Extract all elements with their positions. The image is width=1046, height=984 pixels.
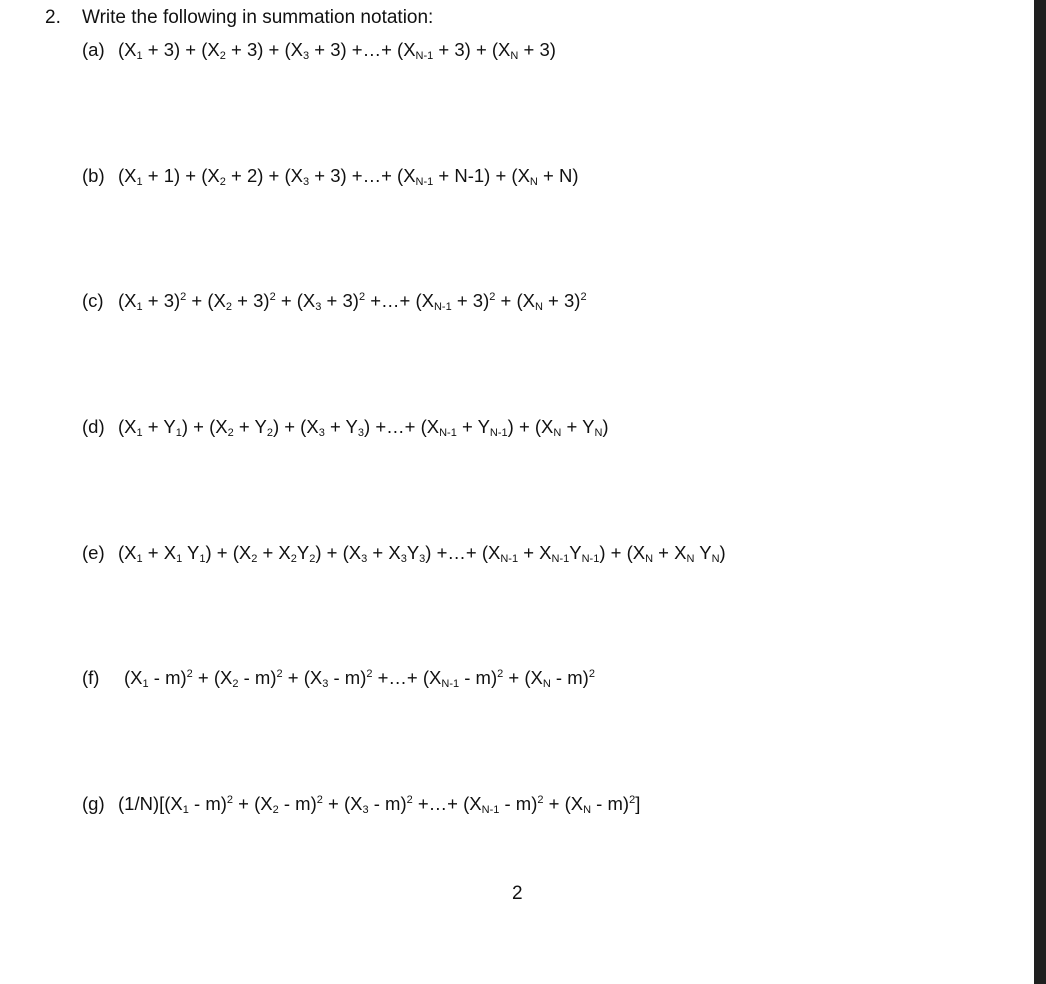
part-d: (d) $(X_1 + Y_1) + (X_2 + Y_2) + (X_3 + Y_3)$ +…+ $(X_{N-1} + Y_{N-1}) + (X_N + Y_N)$ [82, 416, 609, 439]
part-a-label: (a) [82, 39, 105, 60]
part-d-label: (d) [82, 416, 105, 437]
part-a: (a) $(X_1 + 3) + (X_2 + 3) + (X_3 + 3)$ +…+ $(X_{N-1} + 3) + (X_N + 3)$ [82, 39, 556, 62]
window-edge [1034, 0, 1046, 984]
part-c-label: (c) [82, 290, 104, 311]
part-f-label: (f) [82, 667, 100, 688]
part-b: (b) $(X_1 + 1) + (X_2 + 2) + (X_3 + 3)$ +…+ $(X_{N-1} + N-1) + (X_N + N)$ [82, 165, 579, 188]
question-number: 2. [45, 7, 61, 28]
part-b-label: (b) [82, 165, 105, 186]
page-number: 2 [512, 883, 523, 904]
part-e-label: (e) [82, 542, 105, 563]
part-g-label: (g) [82, 793, 105, 814]
part-e: (e) ($X_1 + X_1$ $Y_1) + (X_2 + X_2Y_2) + (X_3 + X_3Y_3)$ +…+ $(X_{N-1} + X_{N-1}Y_{N-1}) + (X_N + X_N$ $Y_N$) [82, 542, 726, 565]
question-title: Write the following in summation notation: [82, 7, 434, 28]
part-c: (c) $(X_1 + 3)^2 + (X_2 + 3)^2 + (X_3 + 3)^2$ +…+ $(X_{N-1} + 3)^2 + (X_N + 3)^2$ [82, 290, 587, 313]
part-f: (f) $(X_1 - m)^2 + (X_2 - m)^2 + (X_3 - m)^2$ +…+ $(X_{N-1} - m)^2 + (X_N - m)^2$ [82, 667, 595, 690]
part-g: (g) $(1/N)[(X_1 - m)^2 + (X_2 - m)^2 + (X_3 - m)^2$ +…+ $(X_{N-1} - m)^2 + (X_N - m)^2$] [82, 793, 641, 816]
